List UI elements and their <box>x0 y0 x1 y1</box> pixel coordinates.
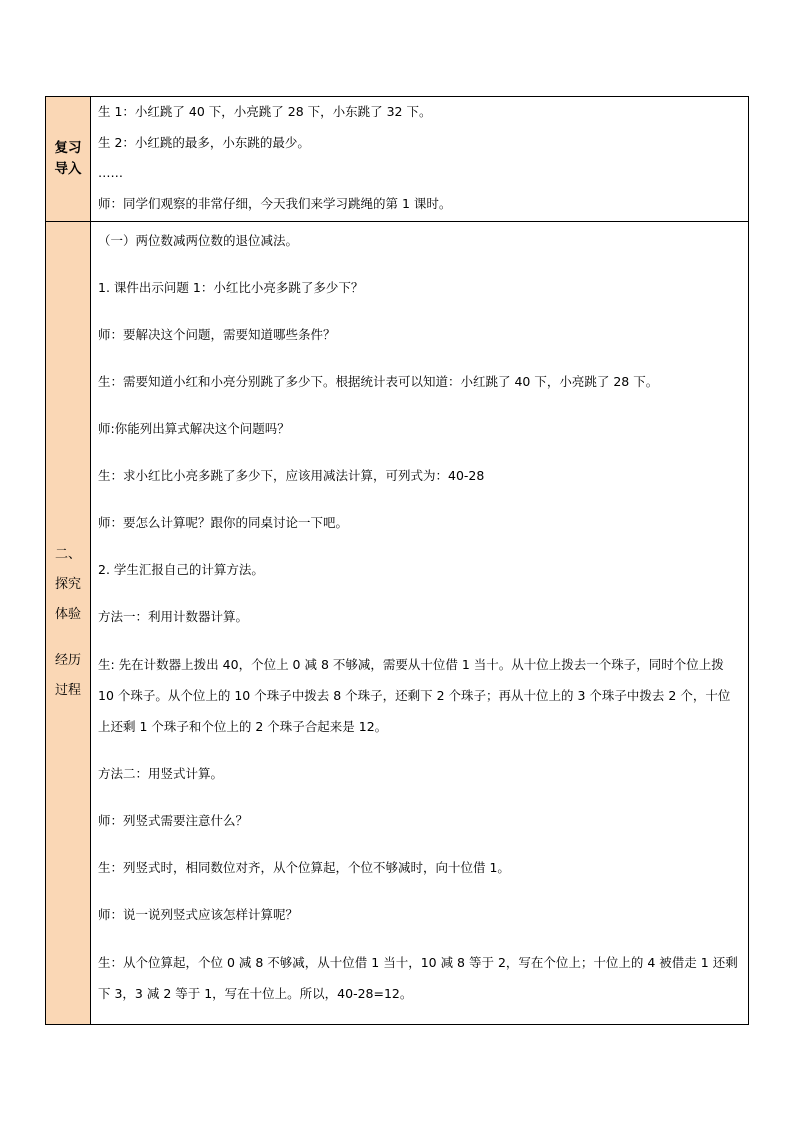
explore-content <box>91 222 748 1024</box>
explore-label-line: 体验 <box>54 607 81 622</box>
explore-label-line: 探究 <box>54 577 81 592</box>
paragraph: 方法一：利用计数器计算。 <box>98 609 249 624</box>
paragraph: 师：说一说列竖式应该怎样计算呢？ <box>98 907 299 922</box>
explore-label-line: 过程 <box>54 683 81 698</box>
paragraph: 师：列竖式需要注意什么？ <box>98 813 249 828</box>
paragraph: 生: 先在计数器上拨出 40，个位上 0 减 8 不够减，需要从十位借 1 当十。从十位上拨去一个珠子，同时个位上拨 10 个珠子。从个位上的 10 个珠子中拨去 8 个珠子，还剩下 2 个珠子；再从十位上的 3 个珠子中拨去 2 个，十位上还剩 1 个珠子和个位上的 2 个珠子合起来是 12。 <box>98 657 731 734</box>
review-content <box>91 97 748 221</box>
section-heading: （一）两位数减两位数的退位减法。 <box>98 233 299 248</box>
paragraph: 生：需要知道小红和小亮分别跳了多少下。根据统计表可以知道：小红跳了 40 下，小亮跳了 28 下。 <box>98 374 659 389</box>
review-label-line: 导入 <box>54 161 82 177</box>
review-line: 师：同学们观察的非常仔细，今天我们来学习跳绳的第 1 课时。 <box>98 195 452 211</box>
review-line: 生 2：小红跳的最多，小东跳的最少。 <box>98 134 310 150</box>
lesson-table <box>45 96 749 1025</box>
paragraph: 生：求小红比小亮多跳了多少下，应该用减法计算，可列式为：40-28 <box>98 468 485 483</box>
explore-label <box>46 222 91 1024</box>
review-line: …… <box>98 165 123 180</box>
review-label <box>46 97 91 221</box>
explore-row <box>46 222 748 1024</box>
paragraph: 方法二：用竖式计算。 <box>98 766 224 781</box>
paragraph: 2. 学生汇报自己的计算方法。 <box>98 562 264 577</box>
review-row <box>46 97 748 222</box>
paragraph: 1. 课件出示问题 1：小红比小亮多跳了多少下？ <box>98 280 364 295</box>
review-line: 生 1：小红跳了 40 下，小亮跳了 28 下，小东跳了 32 下。 <box>98 104 432 119</box>
paragraph: 师：要怎么计算呢？跟你的同桌讨论一下吧。 <box>98 515 349 530</box>
paragraph: 师：要解决这个问题，需要知道哪些条件？ <box>98 327 336 342</box>
paragraph: 生：从个位算起，个位 0 减 8 不够减，从十位借 1 当十，10 减 8 等于 2，写在个位上；十位上的 4 被借走 1 还剩下 3，3 减 2 等于 1，写在十位上。所以，40-28=12。 <box>98 955 738 1001</box>
paragraph: 师:你能列出算式解决这个问题吗？ <box>98 421 290 436</box>
review-label-line: 复习 <box>54 140 82 156</box>
explore-label-line: 二、 <box>54 547 81 562</box>
paragraph: 生：列竖式时，相同数位对齐，从个位算起，个位不够减时，向十位借 1。 <box>98 860 510 875</box>
explore-label-line: 经历 <box>54 653 81 668</box>
